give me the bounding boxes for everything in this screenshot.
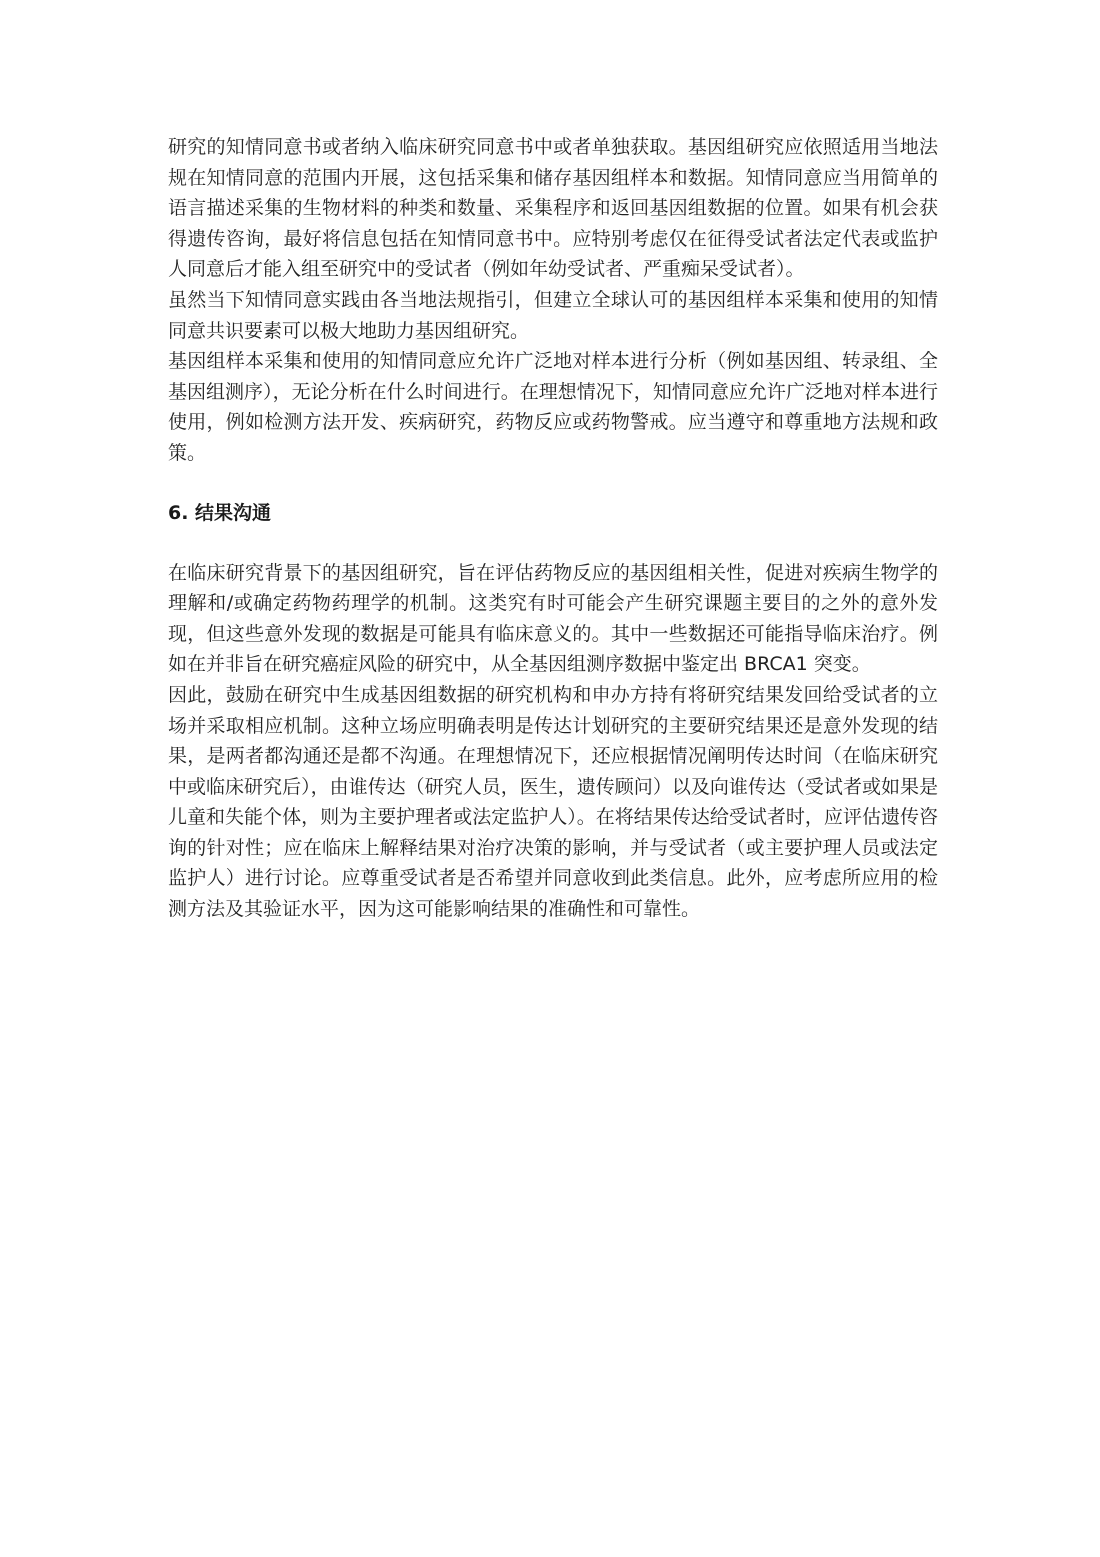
paragraph-global-consent-elements: 虽然当下知情同意实践由各当地法规指引，但建立全球认可的基因组样本采集和使用的知情同意共识要素可以极大地助力基因组研究。 (168, 288, 938, 342)
paragraph-incidental-findings: 在临床研究背景下的基因组研究，旨在评估药物反应的基因组相关性，促进对疾病生物学的理解和/或确定药物药理学的机制。这类究有时可能会产生研究课题主要目的之外的意外发现，但这些意外发现的数据是可能具有临床意义的。其中一些数据还可能指导临床治疗。例如在并非旨在研究癌症风险的研究中，从全基因组测序数据中鉴定出 BRCA1 突变。 (168, 561, 938, 676)
section-heading-results-communication: 6. 结果沟通 (168, 501, 272, 524)
paragraph-informed-consent-scope: 研究的知情同意书或者纳入临床研究同意书中或者单独获取。基因组研究应依照适用当地法规在知情同意的范围内开展，这包括采集和储存基因组样本和数据。知情同意应当用简单的语言描述采集的生物材料的种类和数量、采集程序和返回基因组数据的位置。如果有机会获得遗传咨询，最好将信息包括在知情同意书中。应特别考虑仅在征得受试者法定代表或监护人同意后才能入组至研究中的受试者（例如年幼受试者、严重痴呆受试者）。 (168, 136, 938, 281)
paragraph-broad-sample-use: 基因组样本采集和使用的知情同意应允许广泛地对样本进行分析（例如基因组、转录组、全基因组测序），无论分析在什么时间进行。在理想情况下，知情同意应允许广泛地对样本进行使用，例如检测方法开发、疾病研究，药物反应或药物警戒。应当遵守和尊重地方法规和政策。 (168, 350, 938, 464)
document-page (168, 132, 938, 925)
paragraph-returning-results: 因此，鼓励在研究中生成基因组数据的研究机构和申办方持有将研究结果发回给受试者的立场并采取相应机制。这种立场应明确表明是传达计划研究的主要研究结果还是意外发现的结果，是两者都沟通还是都不沟通。在理想情况下，还应根据情况阐明传达时间（在临床研究中或临床研究后），由谁传达（研究人员，医生，遗传顾问）以及向谁传达（受试者或如果是儿童和失能个体，则为主要护理者或法定监护人）。在将结果传达给受试者时，应评估遗传咨询的针对性；应在临床上解释结果对治疗决策的影响，并与受试者（或主要护理人员或法定监护人）进行讨论。应尊重受试者是否希望并同意收到此类信息。此外，应考虑所应用的检测方法及其验证水平，因为这可能影响结果的准确性和可靠性。 (168, 683, 938, 921)
